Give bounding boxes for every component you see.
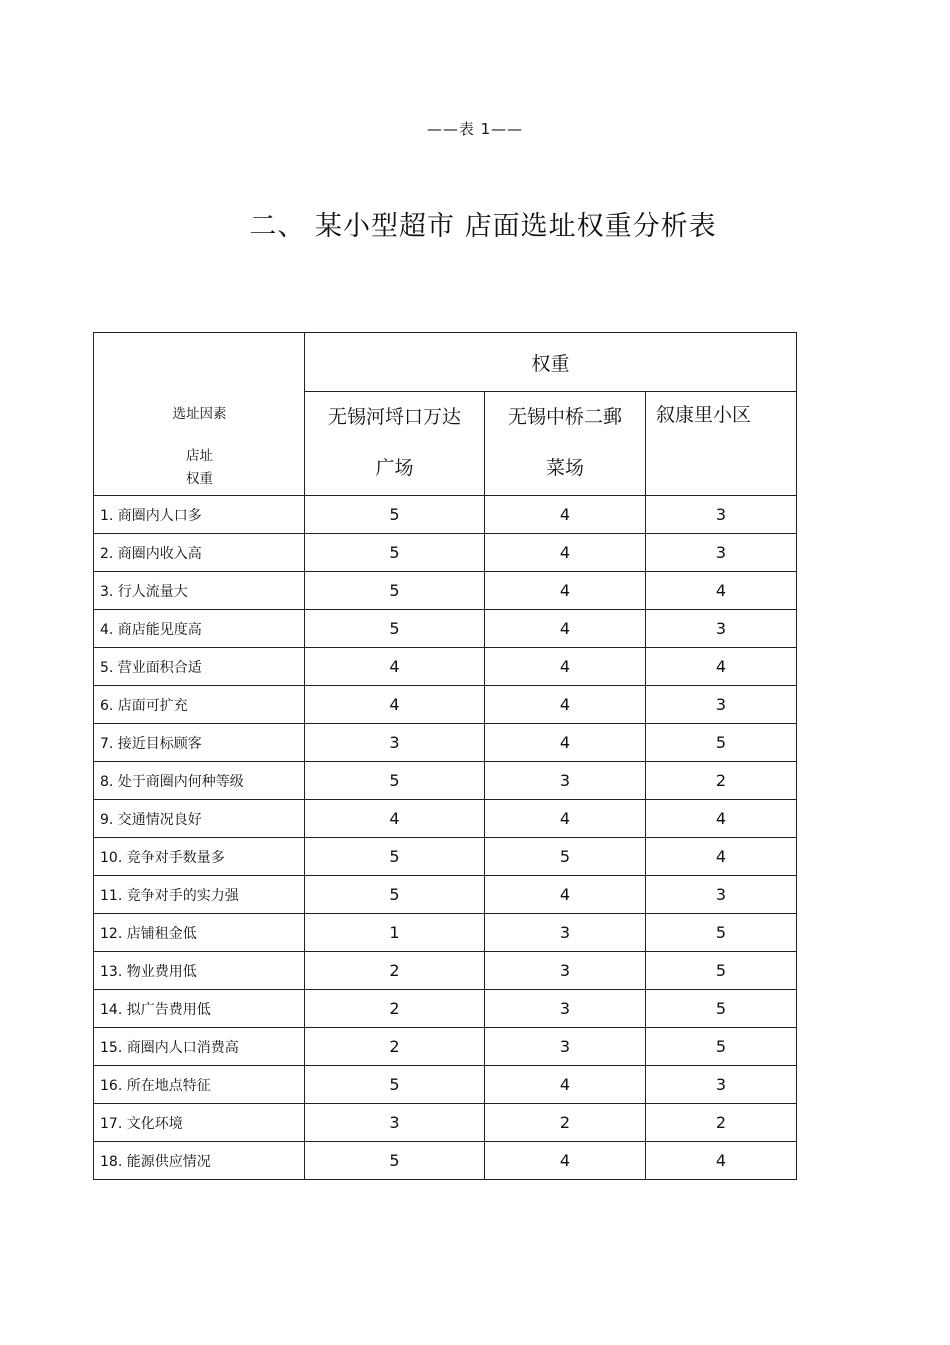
score-cell-site-2: 3 bbox=[485, 952, 646, 990]
site-2-line2: 菜场 bbox=[545, 457, 584, 480]
score-cell-site-3: 5 bbox=[646, 724, 797, 762]
table-row bbox=[94, 496, 797, 534]
score-cell-site-3: 5 bbox=[646, 990, 797, 1028]
site-3-line1: 叙康里小区 bbox=[656, 404, 752, 427]
score-cell-site-3: 4 bbox=[646, 838, 797, 876]
score-cell-site-3: 4 bbox=[646, 572, 797, 610]
score-cell-site-2: 3 bbox=[485, 990, 646, 1028]
factor-cell: 18. 能源供应情况 bbox=[94, 1142, 305, 1180]
score-cell-site-2: 4 bbox=[485, 724, 646, 762]
score-cell-site-2: 4 bbox=[485, 800, 646, 838]
score-cell-site-1: 2 bbox=[305, 1028, 485, 1066]
score-cell-site-2: 4 bbox=[485, 610, 646, 648]
score-cell-site-3: 4 bbox=[646, 648, 797, 686]
table-row bbox=[94, 952, 797, 990]
table-row bbox=[94, 534, 797, 572]
score-cell-site-1: 4 bbox=[305, 648, 485, 686]
site-weight-table bbox=[93, 332, 797, 1180]
score-cell-site-2: 3 bbox=[485, 1028, 646, 1066]
factor-cell: 13. 物业费用低 bbox=[94, 952, 305, 990]
score-cell-site-1: 4 bbox=[305, 800, 485, 838]
page-header-label: ——表 1—— bbox=[426, 120, 524, 138]
table-row bbox=[94, 762, 797, 800]
site-header-1 bbox=[305, 392, 485, 496]
score-cell-site-1: 5 bbox=[305, 1142, 485, 1180]
table-row bbox=[94, 610, 797, 648]
score-cell-site-1: 2 bbox=[305, 952, 485, 990]
score-cell-site-1: 1 bbox=[305, 914, 485, 952]
score-cell-site-2: 4 bbox=[485, 648, 646, 686]
score-cell-site-1: 5 bbox=[305, 838, 485, 876]
table-body bbox=[94, 496, 797, 1180]
table-row bbox=[94, 724, 797, 762]
site-2-line1: 无锡中桥二郵 bbox=[507, 406, 622, 429]
score-cell-site-1: 2 bbox=[305, 990, 485, 1028]
score-cell-site-1: 3 bbox=[305, 724, 485, 762]
factor-cell: 10. 竞争对手数量多 bbox=[94, 838, 305, 876]
score-cell-site-3: 3 bbox=[646, 496, 797, 534]
table-row bbox=[94, 686, 797, 724]
factor-cell: 11. 竞争对手的实力强 bbox=[94, 876, 305, 914]
corner-site-label: 店址 bbox=[186, 448, 213, 464]
site-header-3 bbox=[646, 392, 797, 496]
score-cell-site-1: 5 bbox=[305, 610, 485, 648]
score-cell-site-2: 4 bbox=[485, 876, 646, 914]
score-cell-site-1: 5 bbox=[305, 572, 485, 610]
table-row bbox=[94, 1142, 797, 1180]
factor-cell: 4. 商店能见度高 bbox=[94, 610, 305, 648]
weight-header: 权重 bbox=[305, 333, 797, 392]
score-cell-site-2: 4 bbox=[485, 496, 646, 534]
factor-cell: 3. 行人流量大 bbox=[94, 572, 305, 610]
score-cell-site-2: 4 bbox=[485, 534, 646, 572]
score-cell-site-1: 4 bbox=[305, 686, 485, 724]
table-row bbox=[94, 914, 797, 952]
table-row bbox=[94, 1066, 797, 1104]
score-cell-site-3: 5 bbox=[646, 952, 797, 990]
score-cell-site-3: 4 bbox=[646, 1142, 797, 1180]
factor-cell: 7. 接近目标顾客 bbox=[94, 724, 305, 762]
factor-cell: 2. 商圈内收入高 bbox=[94, 534, 305, 572]
site-1-line2: 广场 bbox=[375, 457, 414, 480]
corner-header-cell bbox=[94, 333, 305, 496]
score-cell-site-3: 3 bbox=[646, 686, 797, 724]
factor-cell: 8. 处于商圈内何种等级 bbox=[94, 762, 305, 800]
factor-cell: 17. 文化环境 bbox=[94, 1104, 305, 1142]
table-row bbox=[94, 800, 797, 838]
factor-cell: 1. 商圈内人口多 bbox=[94, 496, 305, 534]
score-cell-site-3: 5 bbox=[646, 1028, 797, 1066]
score-cell-site-1: 3 bbox=[305, 1104, 485, 1142]
corner-weight-label: 权重 bbox=[186, 471, 213, 487]
factor-cell: 5. 营业面积合适 bbox=[94, 648, 305, 686]
site-header-2 bbox=[485, 392, 646, 496]
score-cell-site-2: 3 bbox=[485, 914, 646, 952]
score-cell-site-3: 2 bbox=[646, 1104, 797, 1142]
score-cell-site-1: 5 bbox=[305, 1066, 485, 1104]
table-row bbox=[94, 1104, 797, 1142]
factor-cell: 14. 拟广告费用低 bbox=[94, 990, 305, 1028]
score-cell-site-3: 5 bbox=[646, 914, 797, 952]
table-row bbox=[94, 572, 797, 610]
table-row bbox=[94, 648, 797, 686]
score-cell-site-2: 5 bbox=[485, 838, 646, 876]
score-cell-site-3: 4 bbox=[646, 800, 797, 838]
table-row bbox=[94, 838, 797, 876]
score-cell-site-1: 5 bbox=[305, 496, 485, 534]
table-row bbox=[94, 1028, 797, 1066]
site-1-line1: 无锡河埒口万达 bbox=[327, 406, 461, 429]
score-cell-site-3: 3 bbox=[646, 610, 797, 648]
score-cell-site-2: 2 bbox=[485, 1104, 646, 1142]
score-cell-site-3: 2 bbox=[646, 762, 797, 800]
factor-cell: 9. 交通情况良好 bbox=[94, 800, 305, 838]
corner-factor-label: 选址因素 bbox=[172, 406, 227, 422]
score-cell-site-3: 3 bbox=[646, 534, 797, 572]
document-title: 二、 某小型超市 店面选址权重分析表 bbox=[249, 211, 717, 242]
score-cell-site-1: 5 bbox=[305, 876, 485, 914]
score-cell-site-3: 3 bbox=[646, 876, 797, 914]
score-cell-site-1: 5 bbox=[305, 534, 485, 572]
factor-cell: 16. 所在地点特征 bbox=[94, 1066, 305, 1104]
table-row bbox=[94, 990, 797, 1028]
score-cell-site-2: 4 bbox=[485, 572, 646, 610]
score-cell-site-2: 4 bbox=[485, 1142, 646, 1180]
score-cell-site-2: 4 bbox=[485, 1066, 646, 1104]
score-cell-site-2: 4 bbox=[485, 686, 646, 724]
factor-cell: 12. 店铺租金低 bbox=[94, 914, 305, 952]
factor-cell: 6. 店面可扩充 bbox=[94, 686, 305, 724]
score-cell-site-3: 3 bbox=[646, 1066, 797, 1104]
factor-cell: 15. 商圈内人口消费高 bbox=[94, 1028, 305, 1066]
score-cell-site-2: 3 bbox=[485, 762, 646, 800]
score-cell-site-1: 5 bbox=[305, 762, 485, 800]
table-row bbox=[94, 876, 797, 914]
